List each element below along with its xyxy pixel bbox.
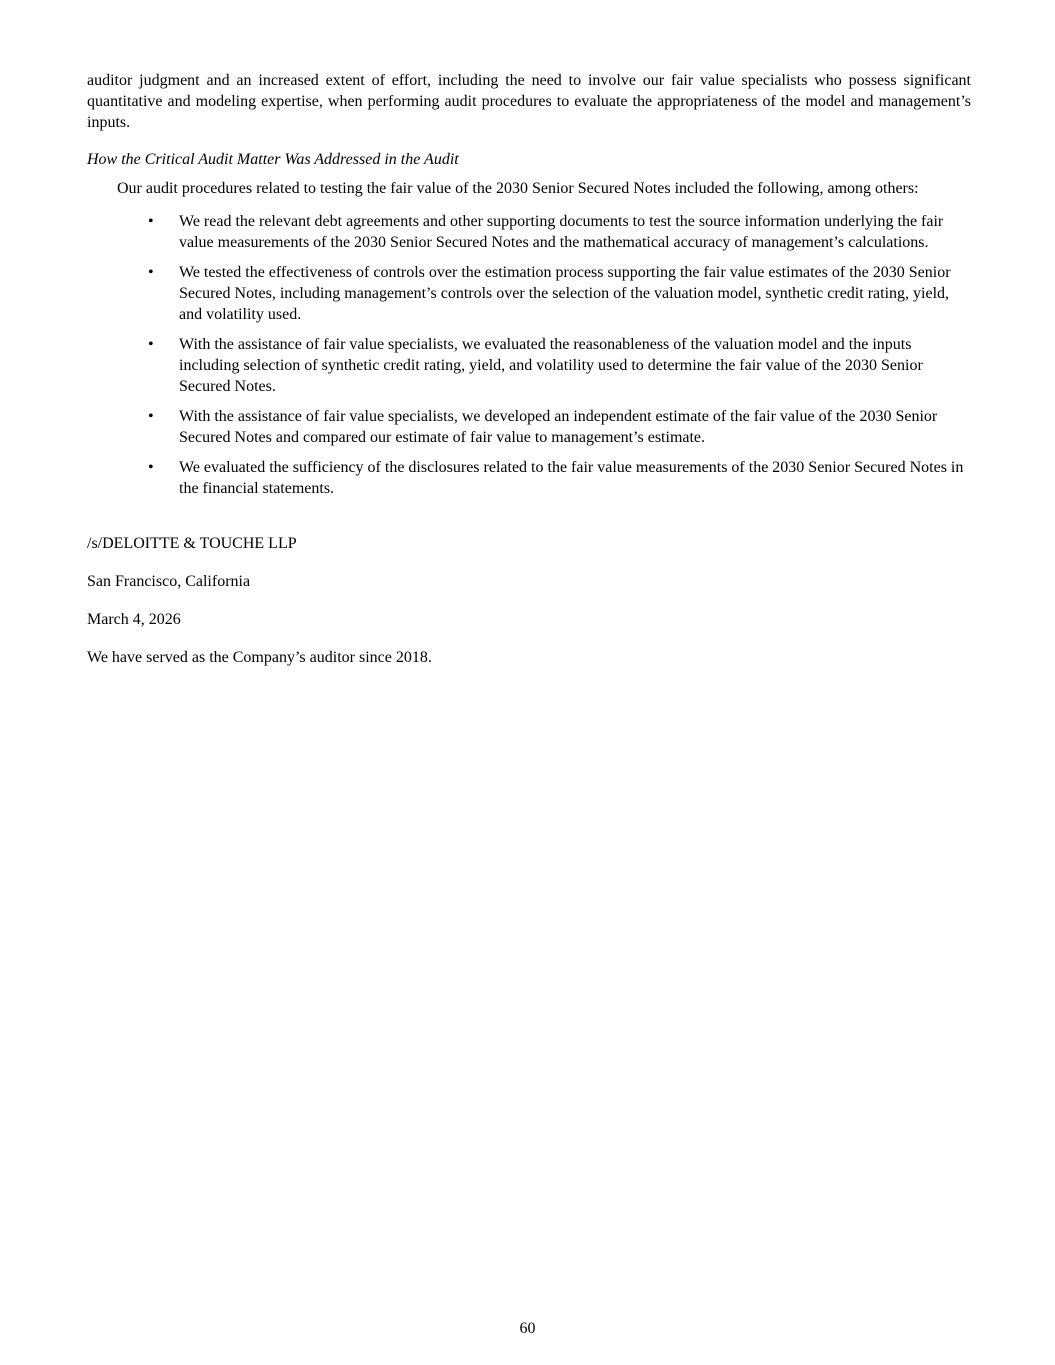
bullet-icon: •: [148, 408, 154, 425]
section-heading: How the Critical Audit Matter Was Addressed in the Audit: [87, 151, 459, 168]
list-item-text: With the assistance of fair value specialists, we developed an independent estimate of the fair value of the 2030 Senior Secured Notes and compared our estimate of fair value to management’s estimate.: [179, 408, 938, 446]
bullet-icon: •: [148, 264, 154, 281]
bullet-icon: •: [148, 213, 154, 230]
signature-block: [87, 533, 971, 668]
list-item: [87, 457, 971, 499]
bullet-icon: •: [148, 336, 154, 353]
procedures-paragraph: Our audit procedures related to testing the fair value of the 2030 Senior Secured Notes included the following, among others:: [117, 180, 919, 197]
page-number: 60: [519, 1320, 536, 1337]
audit-procedures-list: [87, 211, 971, 499]
list-item: [87, 262, 971, 325]
signature-name: /s/DELOITTE & TOUCHE LLP: [87, 535, 297, 552]
bullet-icon: •: [148, 459, 154, 476]
signature-city: San Francisco, California: [87, 573, 251, 590]
list-item-text: We tested the effectiveness of controls over the estimation process supporting the fair value estimates of the 2030 Senior Secured Notes, including management’s controls over the selection of the valuation model, synthetic credit rating, yield, and volatility used.: [179, 264, 951, 323]
auditor-tenure-note: We have served as the Company’s auditor since 2018.: [87, 649, 432, 666]
list-item-text: We read the relevant debt agreements and other supporting documents to test the source information underlying the fair value measurements of the 2030 Senior Secured Notes and the mathematical accuracy of management’s calculations.: [179, 213, 944, 251]
list-item: [87, 406, 971, 448]
signature-date: March 4, 2026: [87, 611, 181, 628]
list-item: [87, 334, 971, 397]
list-item-text: With the assistance of fair value specialists, we evaluated the reasonableness of the valuation model and the inputs including selection of synthetic credit rating, yield, and volatility used to determine the fair value of the 2030 Senior Secured Notes.: [179, 336, 923, 395]
document-content: [87, 70, 971, 668]
list-item-text: We evaluated the sufficiency of the disclosures related to the fair value measurements of the 2030 Senior Secured Notes in the financial statements.: [179, 459, 964, 497]
intro-paragraph: auditor judgment and an increased extent of effort, including the need to involve our fair value specialists who possess significant quantitative and modeling expertise, when performing audit procedures to evaluate the appropriateness of the model and management’s inputs.: [87, 72, 971, 131]
list-item: [87, 211, 971, 253]
